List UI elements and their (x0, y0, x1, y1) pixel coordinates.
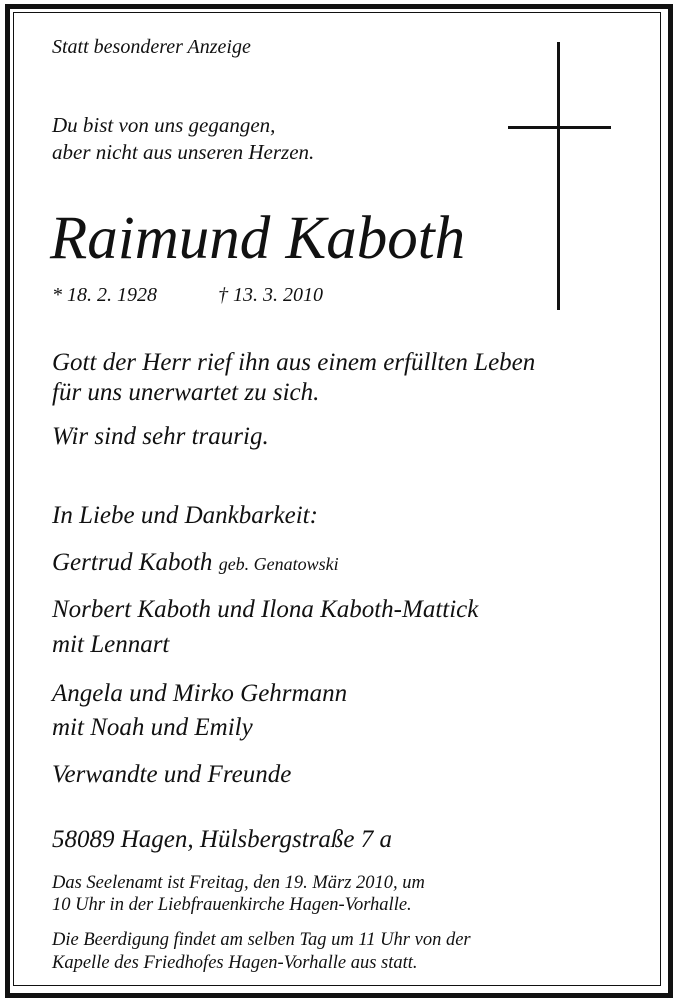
cross-icon-bar (508, 126, 611, 129)
message-line-2: für uns unerwartet zu sich. (52, 379, 320, 406)
family-2-line-1: Angela und Mirko Gehrmann (52, 680, 348, 707)
mourners-intro: In Liebe und Dankbarkeit: (52, 502, 318, 529)
motto-line-1: Du bist von uns gegangen, (52, 113, 276, 137)
address-line: 58089 Hagen, Hülsbergstraße 7 a (52, 826, 393, 853)
deceased-name: Raimund Kaboth (50, 205, 466, 272)
family-1-line-2: mit Lennart (52, 631, 170, 658)
birth-date: * 18. 2. 1928 (52, 284, 157, 306)
message-line-3: Wir sind sehr traurig. (52, 423, 269, 450)
requiem-line-1: Das Seelenamt ist Freitag, den 19. März 2010, um (52, 873, 425, 893)
burial-line-1: Die Beerdigung findet am selben Tag um 11 Uhr von der (52, 930, 471, 950)
family-2-line-2: mit Noah und Emily (52, 714, 253, 741)
widow-line (52, 549, 339, 577)
message-line-1: Gott der Herr rief ihn aus einem erfüllten Leben (52, 349, 536, 376)
family-1-line-1: Norbert Kaboth und Ilona Kaboth-Mattick (52, 596, 479, 623)
motto-line-2: aber nicht aus unseren Herzen. (52, 140, 315, 164)
relatives-line: Verwandte und Freunde (52, 761, 292, 788)
burial-line-2: Kapelle des Friedhofes Hagen-Vorhalle aus statt. (52, 953, 418, 973)
requiem-line-2: 10 Uhr in der Liebfrauenkirche Hagen-Vorhalle. (52, 895, 412, 915)
widow-maiden-name: geb. Genatowski (218, 554, 339, 574)
notice-text: Statt besonderer Anzeige (52, 36, 251, 58)
cross-icon (557, 42, 560, 310)
widow-name: Gertrud Kaboth (52, 549, 213, 576)
death-date: † 13. 3. 2010 (218, 284, 323, 306)
